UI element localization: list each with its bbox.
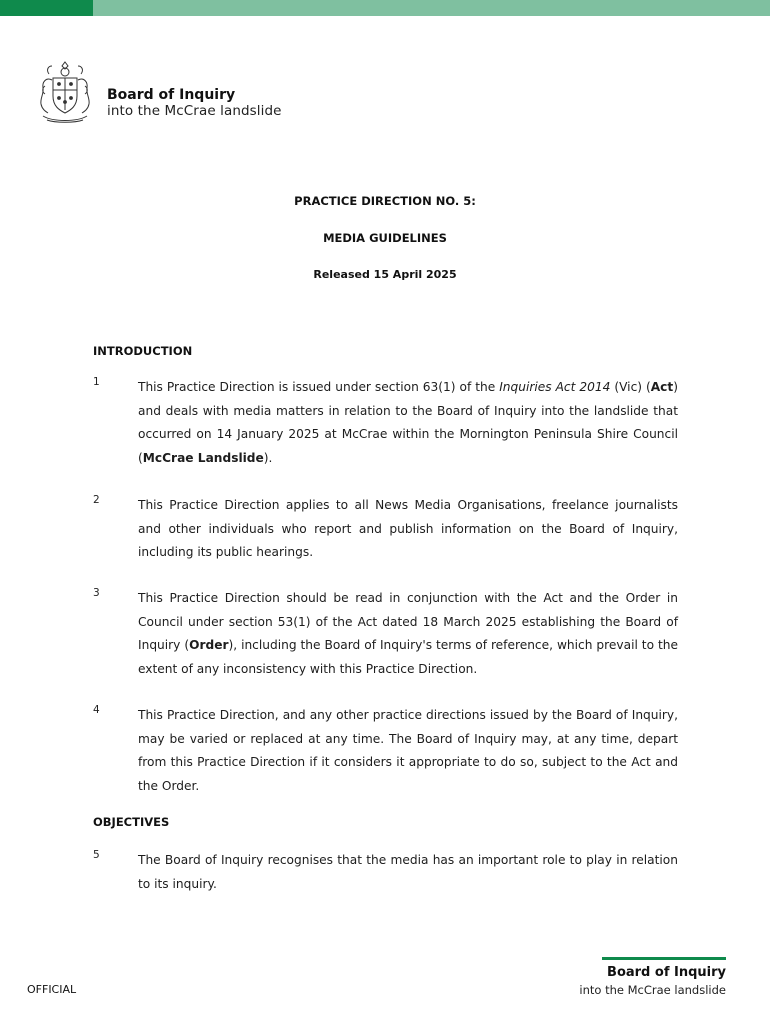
document-subtitle: MEDIA GUIDELINES	[323, 231, 447, 245]
paragraph-number: 3	[93, 587, 100, 599]
paragraph-text: This Practice Direction, and any other practice directions issued by the Board of Inquiry, may be varied or replaced at any time. The Board of Inquiry may, at any time, depart from this Practice Direction if it considers it appropriate to do so, subject to the Act and the Order.	[138, 708, 678, 793]
header-org-subtitle: into the McCrae landslide	[107, 103, 282, 119]
top-accent-bar	[0, 0, 770, 16]
section-heading-introduction: INTRODUCTION	[93, 344, 193, 358]
paragraph-text: This Practice Direction is issued under section 63(1) of the Inquiries Act 2014 (Vic) (Act) and deals with media matters in relation to the Board of Inquiry into the landslide that occurred on 14 January 2025 at McCrae within the Mornington Peninsula Shire Council (McCrae Landslide).	[138, 380, 678, 465]
paragraph-number: 4	[93, 704, 100, 716]
paragraph-number: 2	[93, 494, 100, 506]
footer-org-subtitle: into the McCrae landslide	[579, 983, 726, 997]
paragraph-text: This Practice Direction should be read in conjunction with the Act and the Order in Council under section 53(1) of the Act dated 18 March 2025 establishing the Board of Inquiry (Order), including the Board of Inquiry's terms of reference, which prevail to the extent of any inconsistency with this Practice Direction.	[138, 591, 678, 676]
paragraph-text: This Practice Direction applies to all News Media Organisations, freelance journalists and other individuals who report and publish information on the Board of Inquiry, including its public hearings.	[138, 498, 678, 559]
top-accent-bar-dark	[0, 0, 93, 16]
document-title: PRACTICE DIRECTION NO. 5:	[294, 194, 476, 208]
footer-org-title: Board of Inquiry	[607, 965, 726, 980]
footer-classification: OFFICIAL	[27, 983, 77, 996]
section-heading-objectives: OBJECTIVES	[93, 815, 170, 829]
footer-accent-rule	[602, 957, 726, 960]
coat-of-arms-icon	[37, 58, 93, 126]
paragraph-text: The Board of Inquiry recognises that the media has an important role to play in relation to its inquiry.	[138, 853, 678, 891]
paragraph-number: 5	[93, 849, 100, 861]
header-org-title: Board of Inquiry	[107, 87, 236, 103]
release-date: Released 15 April 2025	[313, 268, 457, 281]
paragraph-number: 1	[93, 376, 100, 388]
